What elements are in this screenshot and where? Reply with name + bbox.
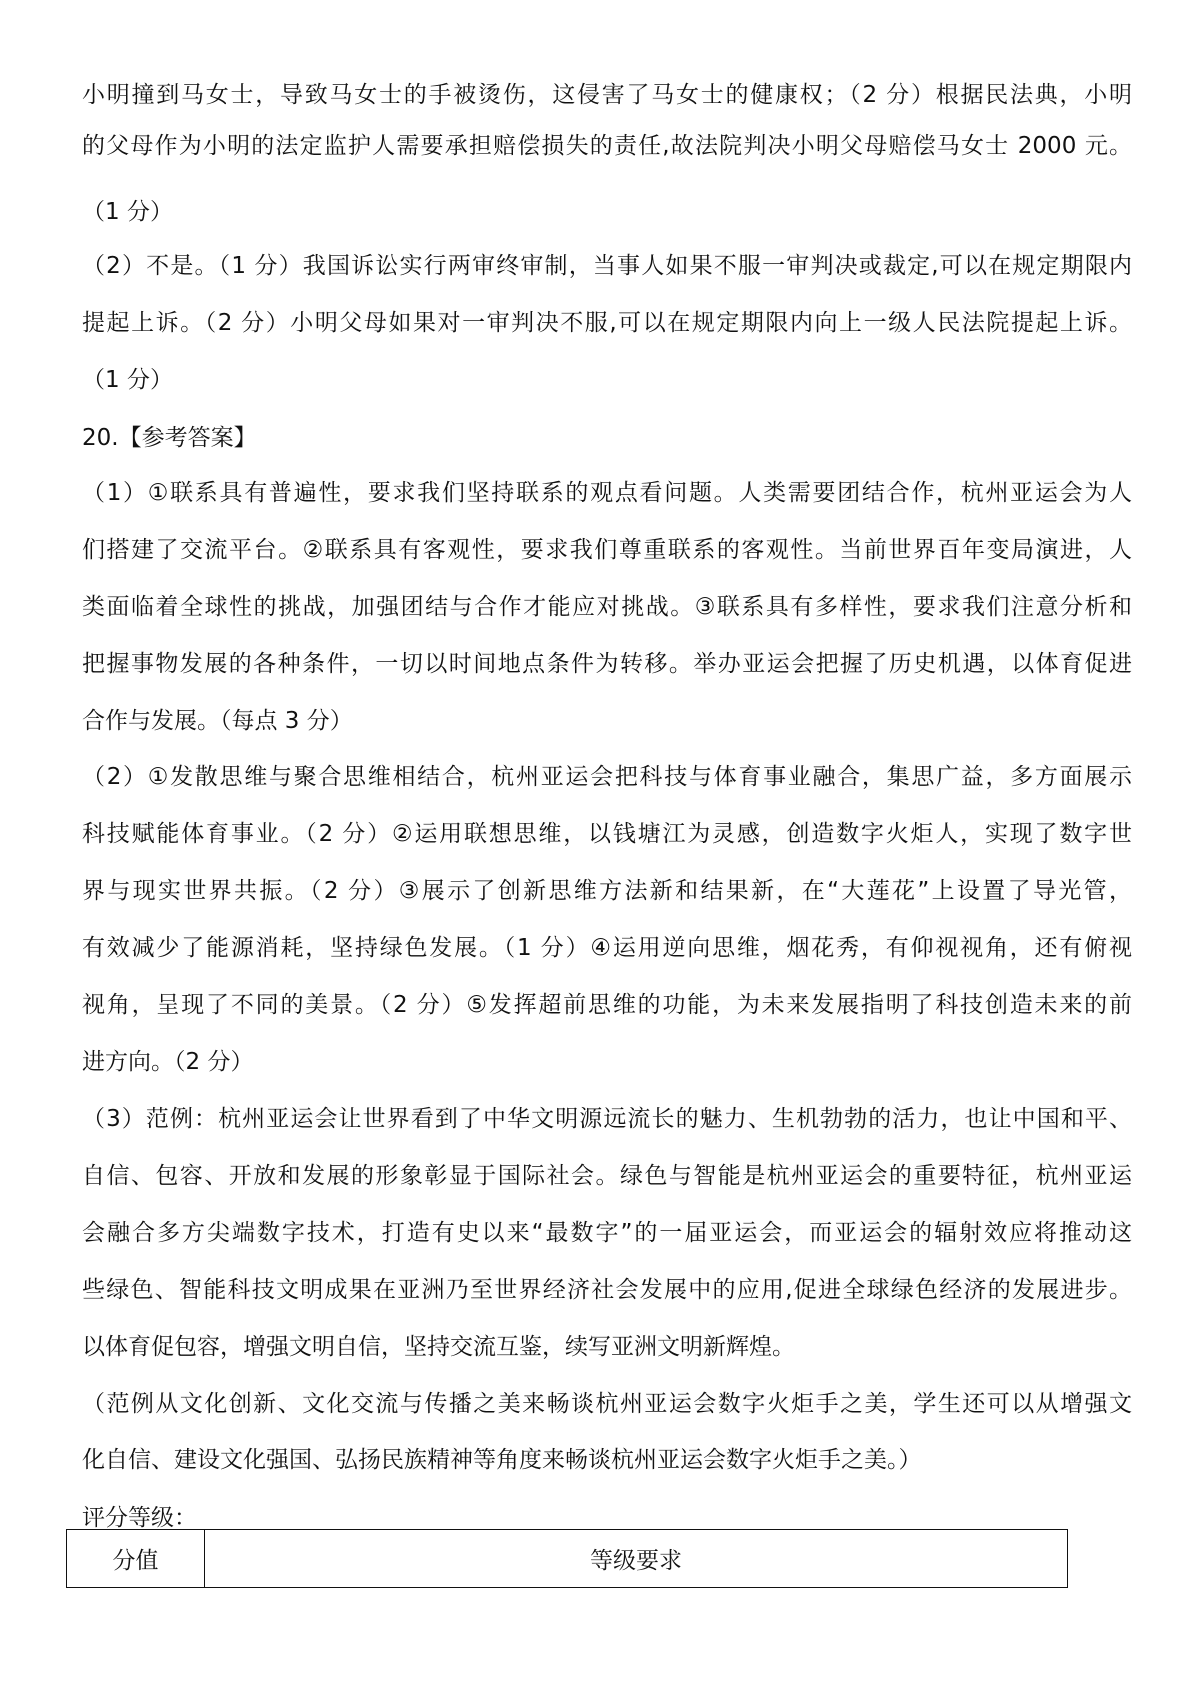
text-line: 们搭建了交流平台。②联系具有客观性，要求我们尊重联系的客观性。当前世界百年变局演进，人 bbox=[82, 537, 1132, 563]
text-line: 进方向。（2 分） bbox=[82, 1049, 254, 1075]
text-line: 提起上诉。（2 分）小明父母如果对一审判决不服,可以在规定期限内向上一级人民法院提起上诉。 bbox=[82, 310, 1132, 336]
text-line: 会融合多方尖端数字技术，打造有史以来“最数字”的一届亚运会，而亚运会的辐射效应将推动这 bbox=[82, 1220, 1132, 1246]
text-line: 化自信、建设文化强国、弘扬民族精神等角度来畅谈杭州亚运会数字火炬手之美。） bbox=[82, 1447, 922, 1473]
text-line: （1 分） bbox=[82, 367, 173, 393]
text-line: 自信、包容、开放和发展的形象彰显于国际社会。绿色与智能是杭州亚运会的重要特征，杭州亚运 bbox=[82, 1163, 1132, 1189]
text-line: （范例从文化创新、文化交流与传播之美来畅谈杭州亚运会数字火炬手之美，学生还可以从增强文 bbox=[82, 1391, 1132, 1417]
table-header-row bbox=[67, 1530, 1068, 1588]
text-line: 界与现实世界共振。（2 分）③展示了创新思维方法新和结果新，在“大莲花”上设置了导光管， bbox=[82, 878, 1132, 904]
text-line: 合作与发展。（每点 3 分） bbox=[82, 708, 353, 734]
text-line: 把握事物发展的各种条件，一切以时间地点条件为转移。举办亚运会把握了历史机遇，以体育促进 bbox=[82, 651, 1132, 677]
text-line: 评分等级： bbox=[82, 1505, 197, 1531]
text-line: 些绿色、智能科技文明成果在亚洲乃至世界经济社会发展中的应用,促进全球绿色经济的发展进步。 bbox=[82, 1277, 1132, 1303]
text-line: （2）①发散思维与聚合思维相结合，杭州亚运会把科技与体育事业融合，集思广益，多方面展示 bbox=[82, 764, 1132, 790]
text-line: 有效减少了能源消耗，坚持绿色发展。（1 分）④运用逆向思维，烟花秀，有仰视视角，还有俯视 bbox=[82, 935, 1132, 961]
grading-table bbox=[66, 1529, 1068, 1588]
text-line: 类面临着全球性的挑战，加强团结与合作才能应对挑战。③联系具有多样性，要求我们注意分析和 bbox=[82, 594, 1132, 620]
text-line: 视角，呈现了不同的美景。（2 分）⑤发挥超前思维的功能，为未来发展指明了科技创造未来的前 bbox=[82, 992, 1132, 1018]
column-header-score: 分值 bbox=[67, 1530, 205, 1588]
text-line: （2）不是。（1 分）我国诉讼实行两审终审制，当事人如果不服一审判决或裁定,可以在规定期限内 bbox=[82, 253, 1132, 279]
text-line: （1 分） bbox=[82, 199, 173, 225]
text-line: （3）范例：杭州亚运会让世界看到了中华文明源远流长的魅力、生机勃勃的活力，也让中国和平、 bbox=[82, 1106, 1132, 1132]
text-line: （1）①联系具有普遍性，要求我们坚持联系的观点看问题。人类需要团结合作，杭州亚运会为人 bbox=[82, 480, 1132, 506]
text-line: 科技赋能体育事业。（2 分）②运用联想思维，以钱塘江为灵感，创造数字火炬人，实现了数字世 bbox=[82, 821, 1132, 847]
text-line: 的父母作为小明的法定监护人需要承担赔偿损失的责任,故法院判决小明父母赔偿马女士 2000 元。 bbox=[82, 133, 1132, 159]
section-heading: 20.【参考答案】 bbox=[82, 425, 257, 451]
text-line: 以体育促包容，增强文明自信，坚持交流互鉴，续写亚洲文明新辉煌。 bbox=[82, 1334, 795, 1360]
text-line: 小明撞到马女士，导致马女士的手被烫伤，这侵害了马女士的健康权；（2 分）根据民法典，小明 bbox=[82, 82, 1132, 108]
column-header-requirements: 等级要求 bbox=[205, 1530, 1068, 1588]
